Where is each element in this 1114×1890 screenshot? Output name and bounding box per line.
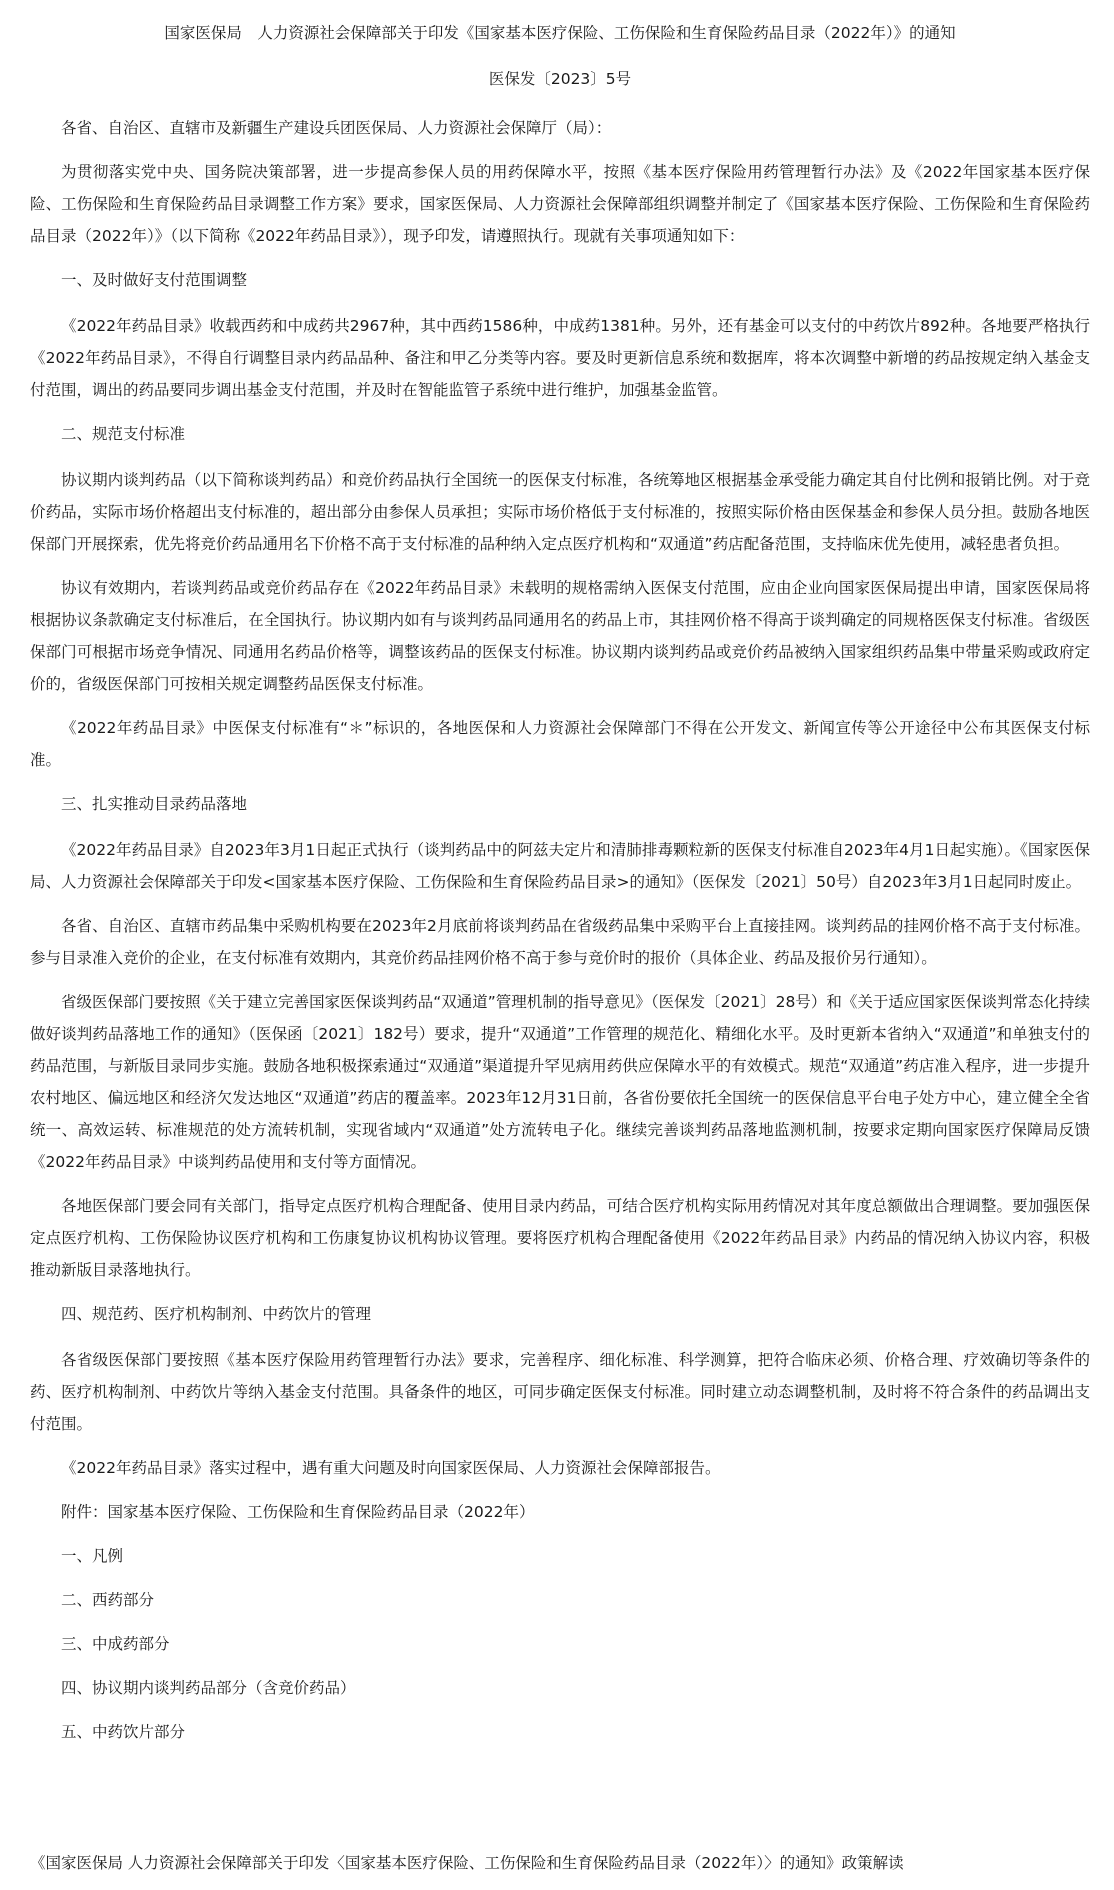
document-title: 国家医保局 人力资源社会保障部关于印发《国家基本医疗保险、工伤保险和生育保险药品目录（2022年）》的通知 — [164, 24, 956, 42]
section-3-heading: 三、扎实推动目录药品落地 — [61, 795, 248, 813]
document — [30, 0, 1090, 1872]
section-2-paragraph-3: 《2022年药品目录》中医保支付标准有“＊”标识的，各地医保和人力资源社会保障部门不得在公开发文、新闻宣传等公开途径中公布其医保支付标准。 — [30, 719, 1090, 769]
attachment-item-3: 三、中成药部分 — [61, 1635, 170, 1653]
section-3-paragraph-2: 各省、自治区、直辖市药品集中采购机构要在2023年2月底前将谈判药品在省级药品集中采购平台上直接挂网。谈判药品的挂网价格不高于支付标准。参与目录准入竞价的企业，在支付标准有效期内，其竞价药品挂网价格不高于参与竞价时的报价（具体企业、药品及报价另行通知）。 — [30, 917, 1090, 967]
section-2-paragraph-1: 协议期内谈判药品（以下简称谈判药品）和竞价药品执行全国统一的医保支付标准，各统筹地区根据基金承受能力确定其自付比例和报销比例。对于竞价药品，实际市场价格超出支付标准的，超出部分由参保人员承担；实际市场价格低于支付标准的，按照实际价格由医保基金和参保人员分担。鼓励各地医保部门开展探索，优先将竞价药品通用名下价格不高于支付标准的品种纳入定点医疗机构和“双通道”药店配备范围，支持临床优先使用，减轻患者负担。 — [30, 471, 1090, 553]
intro-paragraph: 为贯彻落实党中央、国务院决策部署，进一步提高参保人员的用药保障水平，按照《基本医疗保险用药管理暂行办法》及《2022年国家基本医疗保险、工伤保险和生育保险药品目录调整工作方案》要求，国家医保局、人力资源社会保障部组织调整并制定了《国家基本医疗保险、工伤保险和生育保险药品目录（2022年）》（以下简称《2022年药品目录》），现予印发，请遵照执行。现就有关事项通知如下： — [30, 163, 1090, 245]
section-4-paragraph-1: 各省级医保部门要按照《基本医疗保险用药管理暂行办法》要求，完善程序、细化标准、科学测算，把符合临床必须、价格合理、疗效确切等条件的药、医疗机构制剂、中药饮片等纳入基金支付范围。具备条件的地区，可同步确定医保支付标准。同时建立动态调整机制，及时将不符合条件的药品调出支付范围。 — [30, 1351, 1090, 1433]
salutation: 各省、自治区、直辖市及新疆生产建设兵团医保局、人力资源社会保障厅（局）： — [61, 119, 612, 137]
section-3-paragraph-3: 省级医保部门要按照《关于建立完善国家医保谈判药品“双通道”管理机制的指导意见》（医保发〔2021〕28号）和《关于适应国家医保谈判常态化持续做好谈判药品落地工作的通知》（医保函〔2021〕182号）要求，提升“双通道”工作管理的规范化、精细化水平。及时更新本省纳入“双通道”和单独支付的药品范围，与新版目录同步实施。鼓励各地积极探索通过“双通道”渠道提升罕见病用药供应保障水平的有效模式。规范“双通道”药店准入程序，进一步提升农村地区、偏远地区和经济欠发达地区“双通道”药店的覆盖率。2023年12月31日前，各省份要依托全国统一的医保信息平台电子处方中心，建立健全全省统一、高效运转、标准规范的处方流转机制，实现省域内“双通道”处方流转电子化。继续完善谈判药品落地监测机制，按要求定期向国家医疗保障局反馈《2022年药品目录》中谈判药品使用和支付等方面情况。 — [30, 993, 1090, 1171]
section-3-paragraph-1: 《2022年药品目录》自2023年3月1日起正式执行（谈判药品中的阿兹夫定片和清肺排毒颗粒新的医保支付标准自2023年4月1日起实施）。《国家医保局、人力资源社会保障部关于印发<国家基本医疗保险、工伤保险和生育保险药品目录>的通知》（医保发〔2021〕50号）自2023年3月1日起同时废止。 — [30, 841, 1090, 891]
section-2-heading: 二、规范支付标准 — [61, 425, 186, 443]
section-4-heading: 四、规范药、医疗机构制剂、中药饮片的管理 — [61, 1305, 372, 1323]
attachment-item-2: 二、西药部分 — [61, 1591, 155, 1609]
document-number: 医保发〔2023〕5号 — [488, 70, 632, 88]
attachment-item-1: 一、凡例 — [61, 1547, 124, 1565]
section-1-paragraph-1: 《2022年药品目录》收载西药和中成药共2967种，其中西药1586种，中成药1381种。另外，还有基金可以支付的中药饮片892种。各地要严格执行《2022年药品目录》，不得自行调整目录内药品品种、备注和甲乙分类等内容。要及时更新信息系统和数据库，将本次调整中新增的药品按规定纳入基金支付范围，调出的药品要同步调出基金支付范围，并及时在智能监管子系统中进行维护，加强基金监管。 — [30, 317, 1090, 399]
attachment-label: 附件：国家基本医疗保险、工伤保险和生育保险药品目录（2022年） — [61, 1503, 535, 1521]
section-2-paragraph-2: 协议有效期内，若谈判药品或竞价药品存在《2022年药品目录》未载明的规格需纳入医保支付范围，应由企业向国家医保局提出申请，国家医保局将根据协议条款确定支付标准后，在全国执行。协议期内如有与谈判药品同通用名的药品上市，其挂网价格不得高于谈判确定的同规格医保支付标准。省级医保部门可根据市场竞争情况、同通用名药品价格等，调整该药品的医保支付标准。协议期内谈判药品或竞价药品被纳入国家组织药品集中带量采购或政府定价的，省级医保部门可按相关规定调整药品医保支付标准。 — [30, 579, 1090, 693]
section-1-heading: 一、及时做好支付范围调整 — [61, 271, 248, 289]
attachment-item-5: 五、中药饮片部分 — [61, 1723, 186, 1741]
attachment-item-4: 四、协议期内谈判药品部分（含竞价药品） — [61, 1679, 356, 1697]
section-3-paragraph-4: 各地医保部门要会同有关部门，指导定点医疗机构合理配备、使用目录内药品，可结合医疗机构实际用药情况对其年度总额做出合理调整。要加强医保定点医疗机构、工伤保险协议医疗机构和工伤康复协议机构协议管理。要将医疗机构合理配备使用《2022年药品目录》内药品的情况纳入协议内容，积极推动新版目录落地执行。 — [30, 1197, 1090, 1279]
closing-paragraph: 《2022年药品目录》落实过程中，遇有重大问题及时向国家医保局、人力资源社会保障部报告。 — [61, 1459, 721, 1477]
policy-interpretation-link[interactable]: 《国家医保局 人力资源社会保障部关于印发〈国家基本医疗保险、工伤保险和生育保险药品目录（2022年）〉的通知》政策解读 — [30, 1854, 904, 1872]
